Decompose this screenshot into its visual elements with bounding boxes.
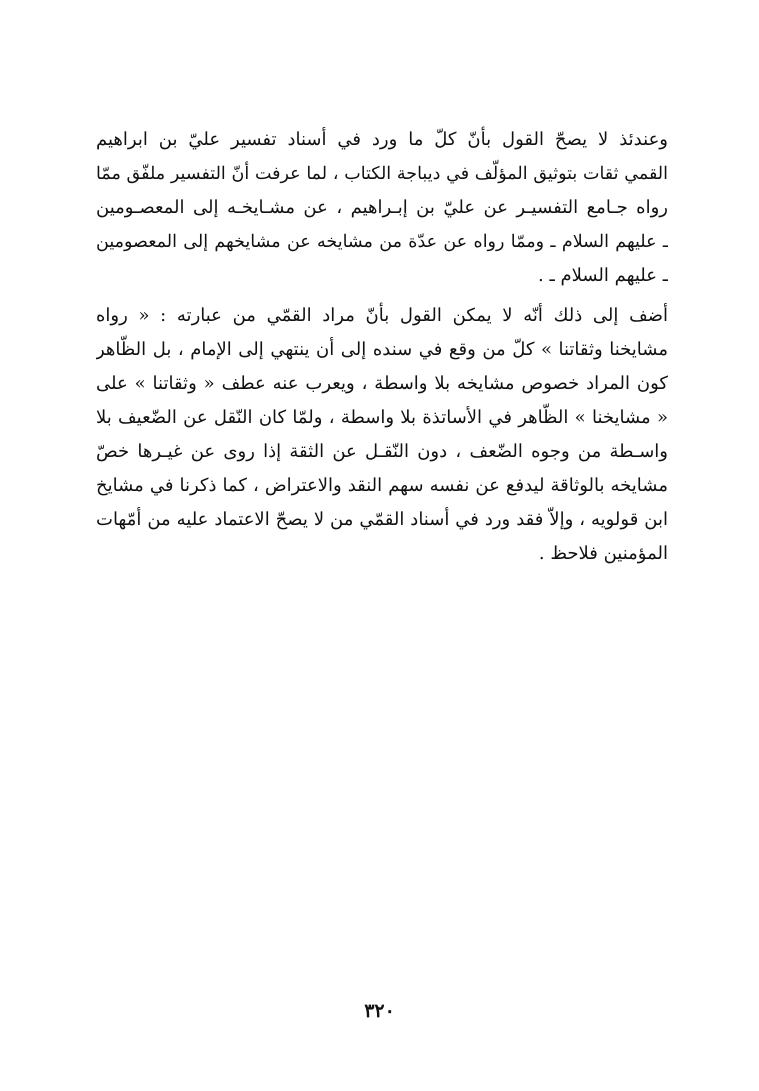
text-line: مشايخنا وثقاتنا » كلّ من وقع في سنده إلى أن ينتهي إلى الإمام ، بل الظّاهر — [96, 339, 668, 360]
text-line: « مشايخنا » الظّاهر في الأساتذة بلا واسطة ، ولمّا كان النّقل عن الضّعيف بلا — [96, 407, 668, 428]
text-line: أضف إلى ذلك أنّه لا يمكن القول بأنّ مراد القمّي من عبارته : « رواه — [96, 305, 668, 326]
text-line: ـ عليهم السلام ـ وممّا رواه عن عدّة من مشايخه عن مشايخهم إلى المعصومين — [96, 232, 668, 252]
paragraph-2 — [96, 299, 668, 571]
text-line: القمي ثقات بتوثيق المؤلّف في ديباجة الكتاب ، لما عرفت أنّ التفسير ملفّق ممّا — [96, 164, 668, 184]
text-line: وعندئذ لا يصحّ القول بأنّ كلّ ما ورد في أسناد تفسير عليّ بن ابراهيم — [96, 129, 668, 150]
text-line: رواه جـامع التفسيـر عن عليّ بن إبـراهيم ، عن مشـايخـه إلى المعصـومين — [96, 197, 668, 218]
text-line: واسـطة من وجوه الضّعف ، دون النّقـل عن الثقة إذا روى عن غيـرها خصّ — [96, 441, 668, 462]
paragraph-1 — [96, 123, 668, 293]
text-line: المؤمنين فلاحظ . — [538, 543, 668, 564]
text-line: كون المراد خصوص مشايخه بلا واسطة ، ويعرب عنه عطف « وثقاتنا » على — [96, 373, 668, 394]
text-line: ابن قولويه ، وإلاّ فقد ورد في أسناد القمّي من لا يصحّ الاعتماد عليه من أمّهات — [96, 509, 668, 530]
text-line: مشايخه بالوثاقة ليدفع عن نفسه سهم النقد والاعتراض ، كما ذكرنا في مشايخ — [96, 475, 668, 496]
page-number: ٣٢٠ — [364, 1000, 395, 1022]
text-line: ـ عليهم السلام ـ . — [538, 265, 668, 286]
